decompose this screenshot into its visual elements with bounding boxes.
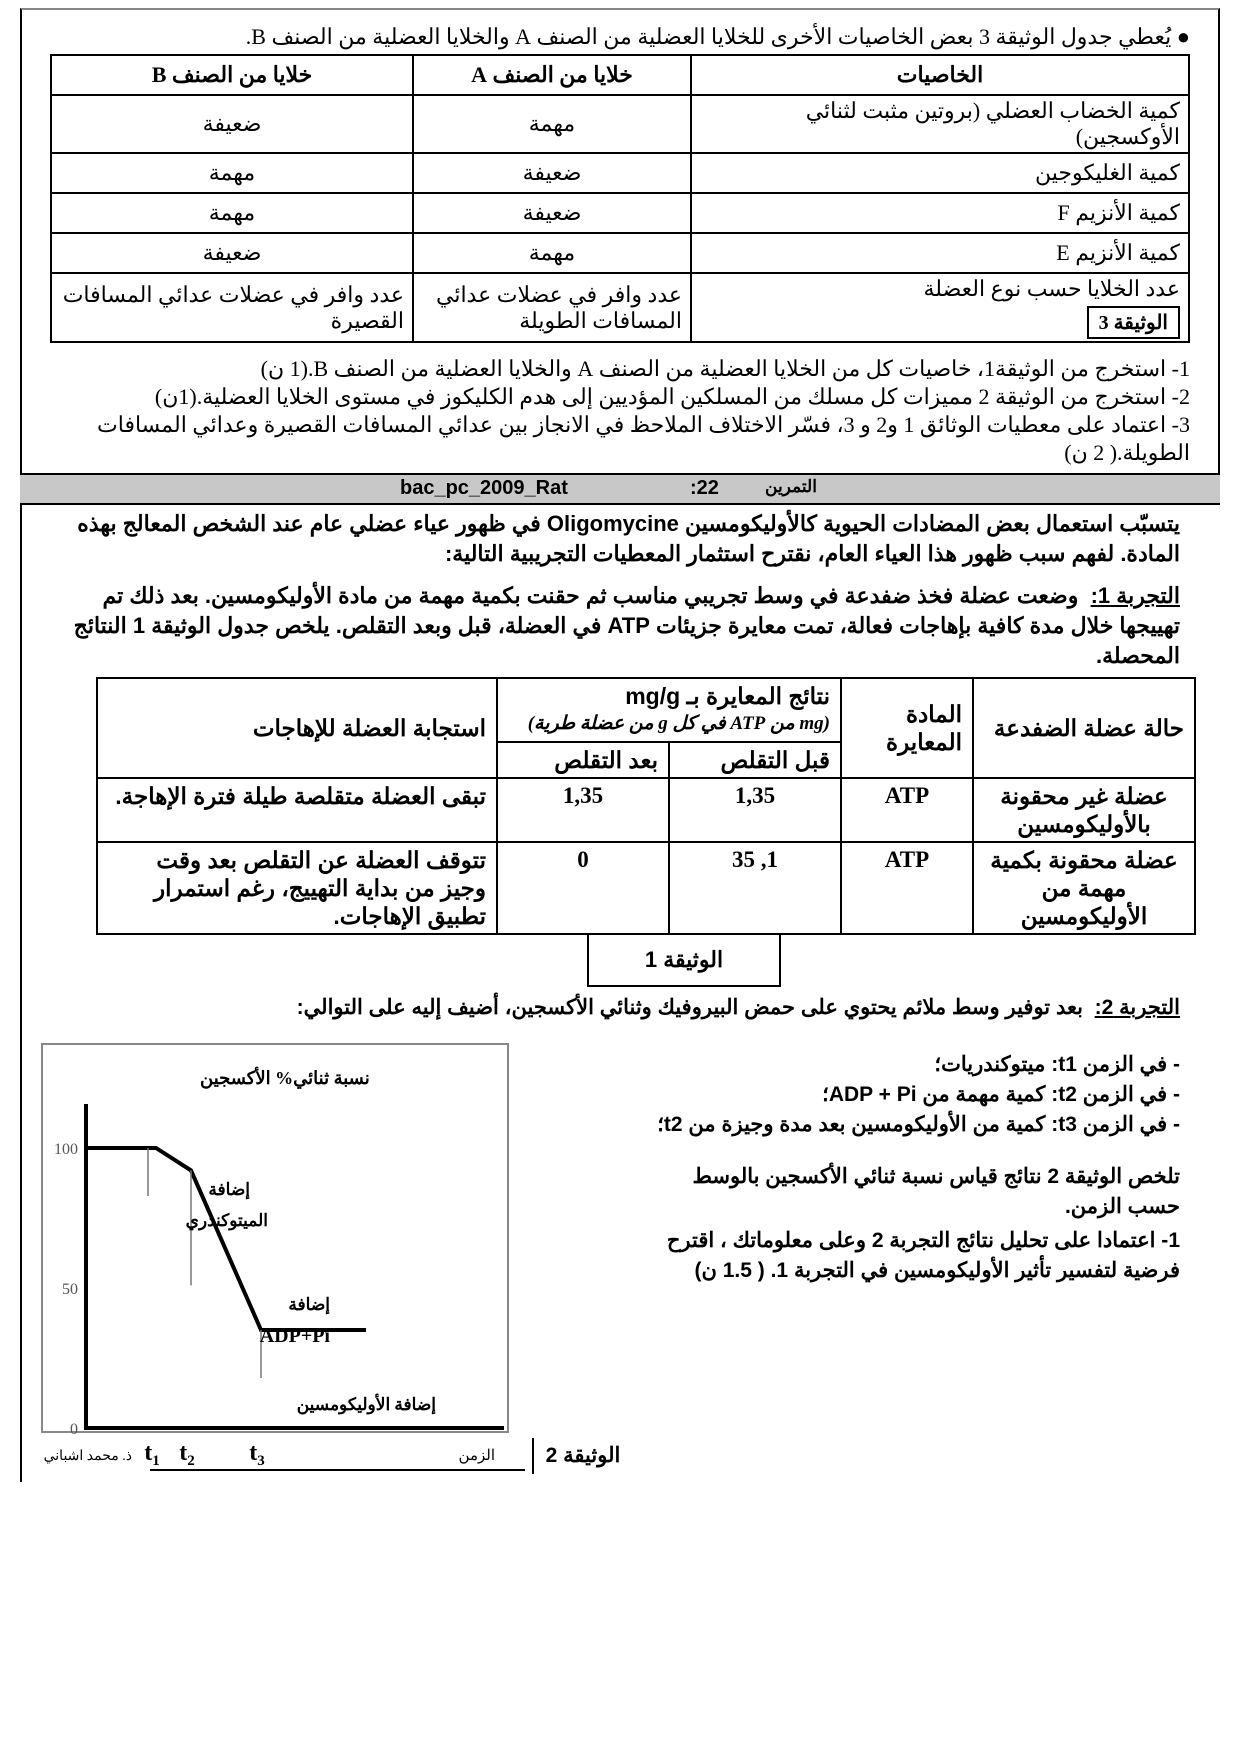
cell: ضعيفة — [413, 153, 691, 193]
annotation-mito-1: إضافة — [208, 1180, 250, 1199]
header-substance: المادة المعايرة — [841, 678, 973, 778]
doc3-table — [50, 54, 1190, 343]
questions — [50, 355, 1190, 467]
header-response: استجابة العضلة للإهاجات — [97, 678, 497, 778]
table-row — [51, 273, 1189, 342]
exp1-text: وضعت عضلة فخذ ضفدعة في وسط تجريبي مناسب ثم حقنت بكمية مهمة من مادة الأوليكومسين. بعد ذلك تم تهييجها خلال مدة كافية بإهاجات فعالة، تمت معايرة جزيئات ATP في العضلة، قبل وبعد التقلص. يلخص جدول الوثيقة 1 النتائج المحصلة. — [73, 583, 1180, 668]
step-t1: - في الزمن t1: ميتوكندريات؛ — [934, 1053, 1180, 1076]
cell-before: 1,35 — [669, 778, 841, 842]
cell-response: تتوقف العضلة عن التقلص بعد وقت وجيز من بداية التهييج، رغم استمرار تطبيق الإهاجات. — [97, 842, 497, 934]
x-tick-label: $t_2$ — [179, 1440, 195, 1469]
question-2: 2- استخرج من الوثيقة 2 مميزات كل مسلك من المسلكين المؤديين إلى هدم الكليكوز في مستوى الخلايا العضلية.(1ن) — [154, 384, 1190, 409]
x-tick-label: $t_1$ — [144, 1440, 160, 1469]
doc2-graph — [20, 1020, 640, 1482]
table-row — [51, 193, 1189, 233]
table-row — [51, 153, 1189, 193]
annotation-adp-1: إضافة — [288, 1295, 330, 1314]
header-after: بعد التقلص — [497, 742, 669, 778]
exp2-steps — [650, 1050, 1180, 1140]
exercise-body — [20, 505, 1220, 1482]
y-tick-label: 0 — [70, 1421, 78, 1438]
exercise-code: bac_pc_2009_Rat — [400, 477, 568, 499]
doc1-table — [96, 677, 1196, 935]
cell: كمية الأنزيم F — [691, 193, 1189, 233]
exp2-text: بعد توفير وسط ملائم يحتوي على حمض البيروفيك وثنائي الأكسجين، أضيف إليه على التوالي: — [296, 996, 1083, 1019]
cell: ضعيفة — [51, 95, 413, 153]
cell: عدد الخلايا حسب نوع العضلة — [923, 276, 1180, 301]
table-row — [97, 778, 1195, 842]
cell: مهمة — [413, 95, 691, 153]
cell: كمية الغليكوجين — [691, 153, 1189, 193]
results-subtitle: (mg من ATP في كل g من عضلة طرية) — [527, 713, 830, 734]
step-t2: - في الزمن t2: كمية مهمة من ADP + Pi؛ — [822, 1083, 1180, 1106]
doc1-label: الوثيقة 1 — [587, 935, 781, 987]
exercise-label: التمرين — [765, 477, 817, 496]
section-frame — [20, 8, 1220, 473]
experiment-1 — [42, 581, 1200, 671]
author-credit: ذ. محمد اشباني — [43, 1449, 132, 1464]
exp2-text-column — [640, 1020, 1200, 1286]
cell-state: عضلة محقونة بكمية مهمة من الأوليكومسين — [973, 842, 1195, 934]
graph-frame — [42, 1044, 508, 1432]
header-before: قبل التقلص — [669, 742, 841, 778]
cell: عدد وافر في عضلات عدائي المسافات القصيرة — [51, 273, 413, 342]
table-row — [51, 233, 1189, 273]
intro-text: يُعطي جدول الوثيقة 3 بعض الخاصيات الأخرى للخلايا العضلية من الصنف A والخلايا العضلية من الصنف B. — [245, 24, 1172, 49]
doc2-label: الوثيقة 2 — [532, 1438, 632, 1474]
cell: مهمة — [51, 153, 413, 193]
exam-page — [0, 8, 1240, 1762]
table-row — [97, 842, 1195, 934]
header-cell: خلايا من الصنف B — [51, 55, 413, 95]
y-tick-label: 50 — [62, 1281, 78, 1298]
doc2-area — [20, 1020, 1200, 1482]
cell: مهمة — [413, 233, 691, 273]
y-tick-label: 100 — [54, 1141, 78, 1158]
question-1: 1- استخرج من الوثيقة1، خاصيات كل من الخلايا العضلية من الصنف A والخلايا العضلية من الصنف B.(1 ن) — [260, 356, 1190, 381]
results-title: نتائج المعايرة بـ mg/g — [625, 683, 830, 709]
header-cell: خلايا من الصنف A — [413, 55, 691, 95]
cell: مهمة — [51, 193, 413, 233]
question-3: 3- اعتماد على معطيات الوثائق 1 و2 و 3، فسّر الاختلاف الملاحظ في الانجاز بين عدائي المسافات القصيرة وعدائي المسافات الطويلة.( 2 ن) — [97, 412, 1190, 465]
cell-after: 0 — [497, 842, 669, 934]
experiment-2 — [42, 995, 1200, 1020]
intro-paragraph: يتسبّب استعمال بعض المضادات الحيوية كالأوليكومسين Oligomycine في ظهور عياء عضلي عام عند الشخص المعالج بهذه المادة. لفهم سبب ظهور هذا العياء العام، نقترح استثمار المعطيات التجريبية التالية: — [77, 511, 1180, 566]
y-axis-label: نسبة ثنائي% الأكسجين — [200, 1068, 370, 1088]
exp2-question: 1- اعتمادا على تحليل نتائج التجربة 2 وعلى معلوماتك ، اقترح فرضية لتفسير تأثير الأوليكومسين في التجربة 1. ( 1.5 ن) — [666, 1229, 1180, 1282]
cell-substance: ATP — [841, 842, 973, 934]
table-header — [51, 55, 1189, 95]
cell-state: عضلة غير محقونة بالأوليكومسين — [973, 778, 1195, 842]
doc2-figure — [20, 1020, 640, 1482]
header-results — [497, 678, 841, 742]
doc3-intro: ● يُعطي جدول الوثيقة 3 بعض الخاصيات الأخرى للخلايا العضلية من الصنف A والخلايا العضلية من الصنف B. — [245, 24, 1190, 49]
x-tick-label: $t_3$ — [249, 1440, 265, 1469]
cell-before: 1, 35 — [669, 842, 841, 934]
exp1-title: التجربة 1: — [1090, 583, 1180, 608]
table-row — [51, 95, 1189, 153]
cell: ضعيفة — [51, 233, 413, 273]
header-cell: الخاصيات — [691, 55, 1189, 95]
cell: كمية الخضاب العضلي (بروتين مثبت لثنائي الأوكسجين) — [691, 95, 1189, 153]
exp2-title: التجربة 2: — [1094, 996, 1180, 1019]
x-axis-label: الزمن — [458, 1448, 495, 1464]
annotation-mito-2: الميتوكندري — [185, 1211, 268, 1230]
annotation-oligo: إضافة الأوليكومسين — [296, 1395, 436, 1414]
exp2-summary: تلخص الوثيقة 2 نتائج قياس نسبة ثنائي الأكسجين بالوسط حسب الزمن. — [692, 1165, 1180, 1218]
exercise-number: :22 — [690, 477, 719, 499]
cell: عدد وافر في عضلات عدائي المسافات الطويلة — [413, 273, 691, 342]
doc3-label: الوثيقة 3 — [1087, 306, 1180, 339]
cell-substance: ATP — [841, 778, 973, 842]
annotation-adp-2: ADP+Pi — [259, 1325, 330, 1347]
step-t3: - في الزمن t3: كمية من الأوليكومسين بعد مدة وجيزة من t2؛ — [657, 1113, 1180, 1136]
cell: كمية الأنزيم E — [691, 233, 1189, 273]
cell-response: تبقى العضلة متقلصة طيلة فترة الإهاجة. — [97, 778, 497, 842]
cell-after: 1,35 — [497, 778, 669, 842]
exercise-header — [20, 473, 1220, 505]
header-state: حالة عضلة الضفدعة — [973, 678, 1195, 778]
cell-with-label — [691, 273, 1189, 342]
cell: ضعيفة — [413, 193, 691, 233]
